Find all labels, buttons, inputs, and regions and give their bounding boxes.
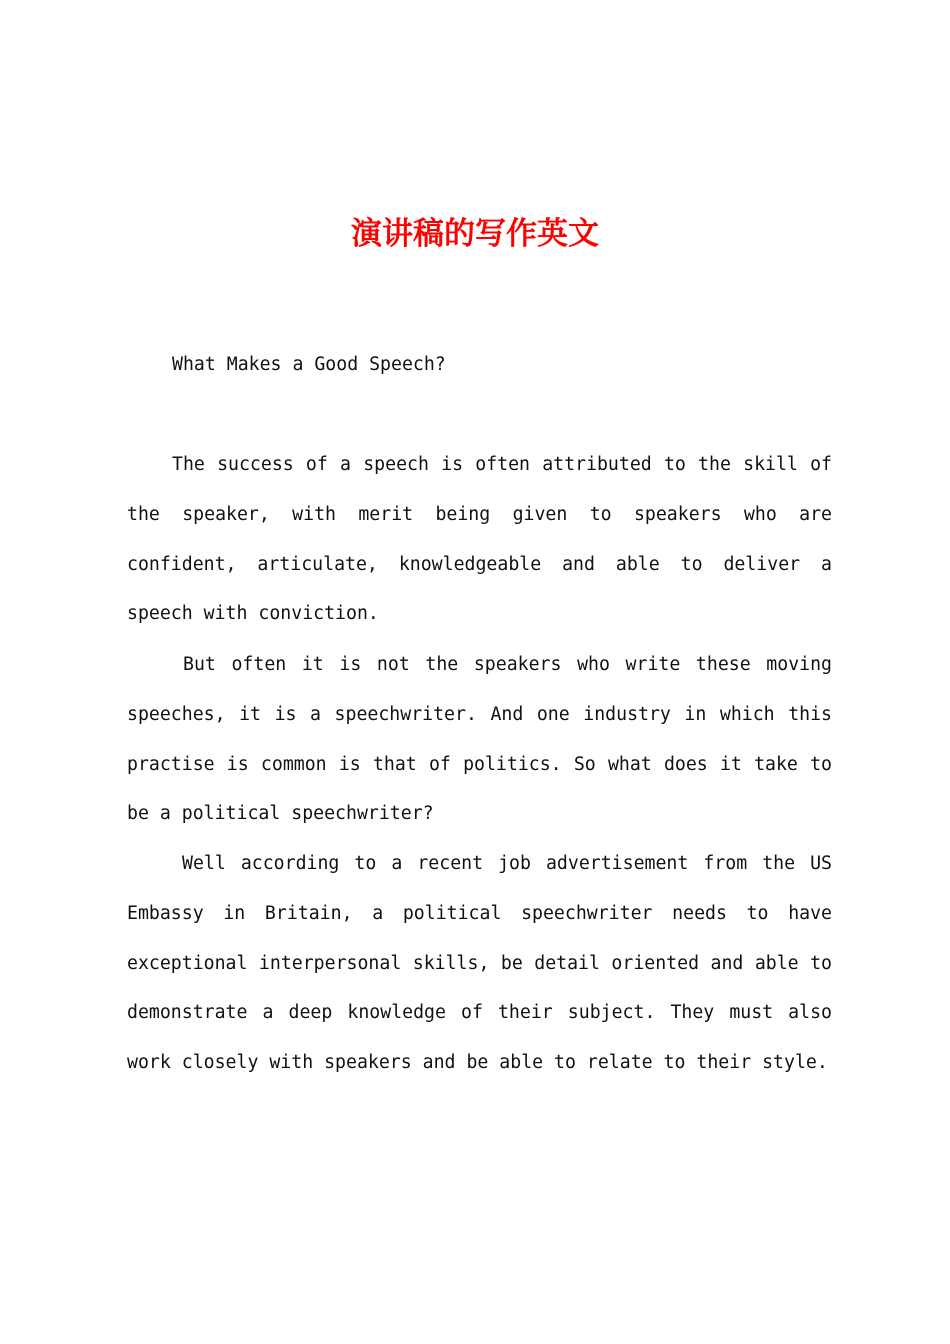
paragraph-3: Well according to a recent job advertisement from the US Embassy in Britain, a political speechwriter needs to have exceptional interpersonal skills, be detail oriented and able to demonstrate a deep knowledge of their subject. They must also work closely with speakers and be able to relate to their style.: [127, 853, 832, 1074]
document-title: 演讲稿的写作英文: [351, 216, 599, 252]
paragraph-2: But often it is not the speakers who write these moving speeches, it is a speechwriter. And one industry in which this practise is common is that of politics. So what does it take to be a political speechwriter?: [127, 654, 832, 825]
paragraph-1: The success of a speech is often attributed to the skill of the speaker, with merit being given to speakers who are confident, articulate, knowledgeable and able to deliver a speech with conviction.: [127, 454, 832, 625]
section-subheading: What Makes a Good Speech?: [172, 354, 446, 375]
